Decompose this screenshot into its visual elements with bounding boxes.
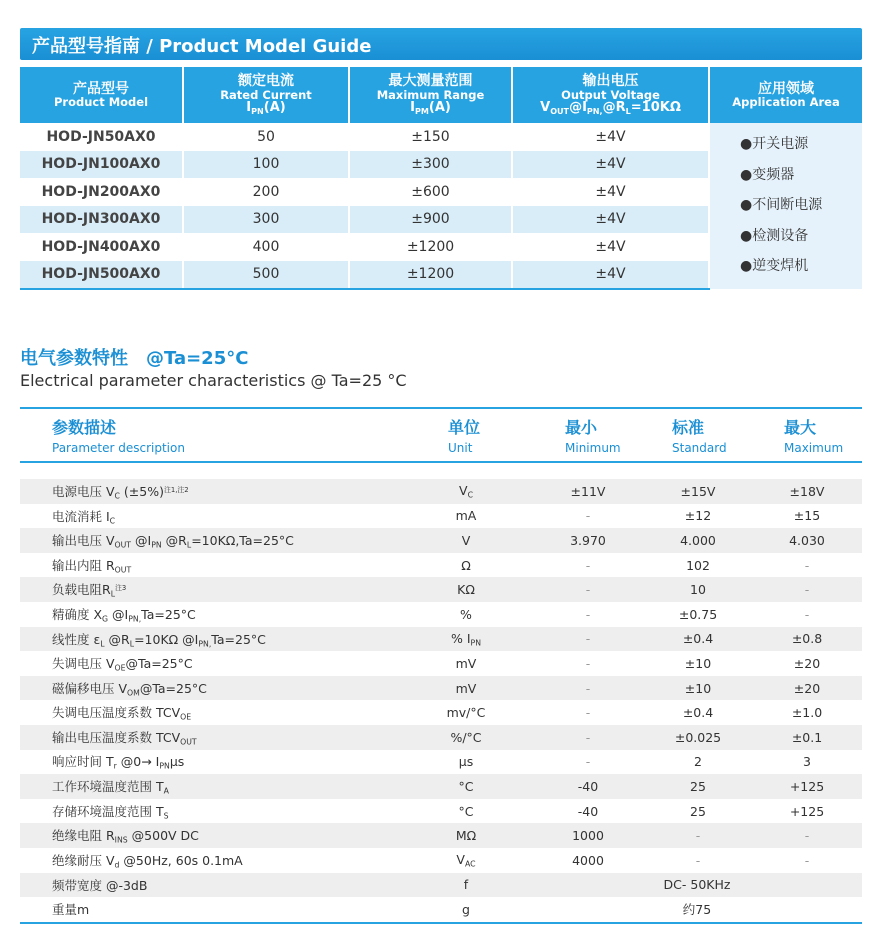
param-row — [20, 725, 862, 750]
param-maximum: +125 — [789, 803, 825, 819]
param-minimum: - — [585, 705, 591, 721]
param-standard: ±0.75 — [678, 606, 718, 622]
guide-title: 产品型号指南 / Product Model Guide — [32, 36, 372, 57]
param-standard: 25 — [690, 803, 706, 819]
param-standard: ±10 — [644, 676, 752, 701]
param-description: 线性度 $\varepsilon_L$ $@R_L=10K\Omega$ $@I_{PN,}Ta=25^\circ C$ — [20, 627, 400, 652]
header-application-area: 应用领域 Application Area — [709, 67, 862, 123]
param-standard: ±12 — [684, 508, 712, 524]
param-unit: $V_{AC}$ — [456, 851, 476, 869]
param-minimum: 3.970 — [532, 528, 644, 553]
rated-current-cell: 500 — [183, 261, 349, 290]
param-description: 磁偏移电压 $V_{OM}@Ta=25^\circ C$ — [20, 676, 400, 701]
header-unit: 单位 Unit — [448, 418, 481, 455]
param-description: 工作环境温度范围 $T_A$ — [20, 774, 400, 799]
param-minimum: - — [585, 508, 591, 524]
model-cell: HOD-JN100AX0 — [20, 151, 183, 179]
param-description: 响应时间 $T_r$ @0→ $I_{PN}\mu s$ — [52, 754, 185, 772]
param-row — [20, 897, 862, 923]
param-minimum: ±11V — [532, 479, 644, 504]
param-minimum: - — [585, 655, 591, 671]
param-unit: g — [400, 897, 532, 923]
param-unit: V — [400, 528, 532, 553]
param-unit: °C — [458, 803, 474, 819]
param-row — [20, 823, 862, 848]
param-maximum: ±20 — [752, 676, 862, 701]
param-minimum: - — [532, 627, 644, 652]
param-maximum: - — [804, 606, 810, 622]
param-standard: 2 — [694, 754, 702, 770]
param-minimum: - — [585, 557, 591, 573]
param-standard: - — [695, 852, 701, 868]
param-maximum: ±15 — [793, 508, 821, 524]
rated-current-cell: 300 — [183, 206, 349, 234]
application-area-item: ●检测设备 — [740, 227, 809, 244]
param-maximum: ±0.1 — [752, 725, 862, 750]
param-unit: KΩ — [400, 577, 532, 602]
rated-current-cell: 200 — [183, 178, 349, 206]
param-maximum: ±0.8 — [752, 627, 862, 652]
electrical-title: 电气参数特性 @Ta=25°C — [20, 348, 249, 369]
param-minimum: - — [532, 725, 644, 750]
param-table-header — [20, 407, 862, 463]
param-description: 精确度 $X_G$ $@I_{PN,}Ta=25^\circ C$ — [52, 606, 196, 624]
param-unit: $V_C$ — [400, 479, 532, 504]
param-unit: mV — [400, 676, 532, 701]
param-row — [20, 504, 862, 529]
param-description: 失调电压温度系数 $TCV_{OE}$ — [52, 705, 192, 722]
param-row — [20, 627, 862, 652]
application-area-item: ●不间断电源 — [740, 197, 823, 213]
output-voltage-cell: ±4V — [512, 123, 709, 151]
param-minimum: 1000 — [532, 823, 644, 848]
param-row — [20, 479, 862, 504]
param-description: 输出电压温度系数 $TCV_{OUT}$ — [20, 725, 400, 750]
model-table-header — [20, 67, 862, 123]
param-description: 输出电压 $V_{OUT}$ $@I_{PN}$ $@R_L=10K\Omega,Ta=25^\circ C$ — [20, 528, 400, 553]
output-voltage-cell: ±4V — [512, 206, 709, 234]
max-range-cell: ±900 — [349, 206, 512, 234]
model-row — [20, 123, 862, 151]
param-standard: ±15V — [644, 479, 752, 504]
header-model: 产品型号 Product Model — [20, 67, 183, 123]
param-description: 电流消耗 $I_C$ — [52, 508, 116, 526]
param-description: 存储环境温度范围 $T_S$ — [52, 803, 169, 821]
param-description: 重量m — [20, 897, 400, 923]
param-unit: μs — [458, 754, 474, 770]
param-row — [20, 676, 862, 701]
param-row — [20, 774, 862, 799]
param-maximum: - — [804, 852, 810, 868]
param-table — [20, 479, 862, 924]
guide-title-bar — [20, 28, 862, 60]
max-range-cell: ±1200 — [349, 261, 512, 290]
header-output-voltage: 输出电压 Output Voltage $V_{OUT}@I_{PN,}@R_L=10K\Omega$ — [512, 67, 709, 123]
param-maximum: - — [752, 823, 862, 848]
param-row — [20, 651, 862, 676]
param-minimum: - — [532, 577, 644, 602]
param-minimum: - — [532, 676, 644, 701]
param-maximum: ±1.0 — [791, 705, 823, 721]
param-unit: mv/°C — [446, 705, 486, 721]
header-rated-current: 额定电流 Rated Current $I_{PN}(A)$ — [183, 67, 349, 123]
param-description: 绝缘电阻 $R_{INS}$ @500V DC — [20, 823, 400, 848]
output-voltage-cell: ±4V — [512, 151, 709, 179]
header-standard: 标准 Standard — [672, 418, 727, 455]
param-description: 输出内阻 $R_{OUT}$ — [52, 557, 132, 575]
param-standard: 4.000 — [644, 528, 752, 553]
application-area-item: ●逆变焊机 — [740, 258, 809, 274]
param-maximum: 3 — [803, 754, 811, 770]
param-row — [20, 577, 862, 602]
param-minimum: 4000 — [572, 852, 604, 868]
param-standard: 10 — [644, 577, 752, 602]
param-standard: 102 — [686, 557, 710, 573]
param-maximum: - — [804, 557, 810, 573]
header-maximum: 最大 Maximum — [784, 418, 844, 455]
max-range-cell: ±300 — [349, 151, 512, 179]
param-value-span: DC- 50KHz — [532, 873, 862, 898]
model-cell: HOD-JN50AX0 — [20, 123, 183, 151]
param-unit: % — [460, 606, 472, 622]
param-standard: ±0.4 — [644, 627, 752, 652]
rated-current-cell: 100 — [183, 151, 349, 179]
param-standard: - — [644, 823, 752, 848]
param-unit: Ω — [461, 557, 471, 573]
header-parameter-description: 参数描述 Parameter description — [52, 418, 185, 455]
model-cell: HOD-JN400AX0 — [20, 233, 183, 261]
param-row — [20, 553, 862, 578]
param-unit: °C — [400, 774, 532, 799]
param-maximum: ±20 — [793, 655, 821, 671]
max-range-cell: ±600 — [349, 178, 512, 206]
rated-current-cell: 400 — [183, 233, 349, 261]
application-area-cell — [709, 123, 862, 289]
param-standard: ±0.025 — [644, 725, 752, 750]
param-maximum: ±18V — [752, 479, 862, 504]
application-area-item: ●变频器 — [740, 166, 795, 183]
header-maximum-range: 最大测量范围 Maximum Range $I_{PM}(A)$ — [349, 67, 512, 123]
param-minimum: - — [585, 606, 591, 622]
output-voltage-cell: ±4V — [512, 233, 709, 261]
param-minimum: -40 — [532, 774, 644, 799]
param-row — [20, 848, 862, 873]
param-unit: mA — [455, 508, 477, 524]
param-unit: %/°C — [400, 725, 532, 750]
model-cell: HOD-JN300AX0 — [20, 206, 183, 234]
param-row — [20, 873, 862, 898]
application-area-item: ●开关电源 — [740, 136, 809, 152]
model-table — [20, 67, 862, 290]
param-unit: % $I_{PN}$ — [400, 627, 532, 652]
rated-current-cell: 50 — [183, 123, 349, 151]
param-row — [20, 700, 862, 725]
param-description: 失调电压 $V_{OE}@Ta=25^\circ C$ — [52, 656, 193, 673]
max-range-cell: ±1200 — [349, 233, 512, 261]
param-unit: MΩ — [400, 823, 532, 848]
param-maximum: 4.030 — [752, 528, 862, 553]
param-row — [20, 750, 862, 775]
header-minimum: 最小 Minimum — [565, 418, 621, 455]
param-minimum: -40 — [577, 803, 599, 819]
param-row — [20, 799, 862, 824]
param-row — [20, 602, 862, 627]
electrical-subtitle: Electrical parameter characteristics @ Ta=25 °C — [20, 371, 407, 390]
param-value-span: 约75 — [532, 897, 862, 923]
param-maximum: - — [752, 577, 862, 602]
model-cell: HOD-JN500AX0 — [20, 261, 183, 290]
max-range-cell: ±150 — [349, 123, 512, 151]
param-standard: 25 — [644, 774, 752, 799]
param-row — [20, 528, 862, 553]
param-description: 电源电压 $V_C$ $(\pm 5\%)^{注1,注2}$ — [20, 479, 400, 504]
output-voltage-cell: ±4V — [512, 261, 709, 290]
param-standard: ±10 — [684, 655, 712, 671]
model-cell: HOD-JN200AX0 — [20, 178, 183, 206]
param-maximum: +125 — [752, 774, 862, 799]
param-unit: f — [400, 873, 532, 898]
param-description: 负载电阻$R_L^{注3}$ — [20, 577, 400, 602]
param-standard: ±0.4 — [682, 705, 714, 721]
param-description: 绝缘耐压 $V_d$ @50Hz, 60s 0.1mA — [52, 852, 243, 870]
param-description: 频带宽度 @-3dB — [20, 873, 400, 898]
output-voltage-cell: ±4V — [512, 178, 709, 206]
param-unit: mV — [455, 655, 477, 671]
param-minimum: - — [585, 754, 591, 770]
